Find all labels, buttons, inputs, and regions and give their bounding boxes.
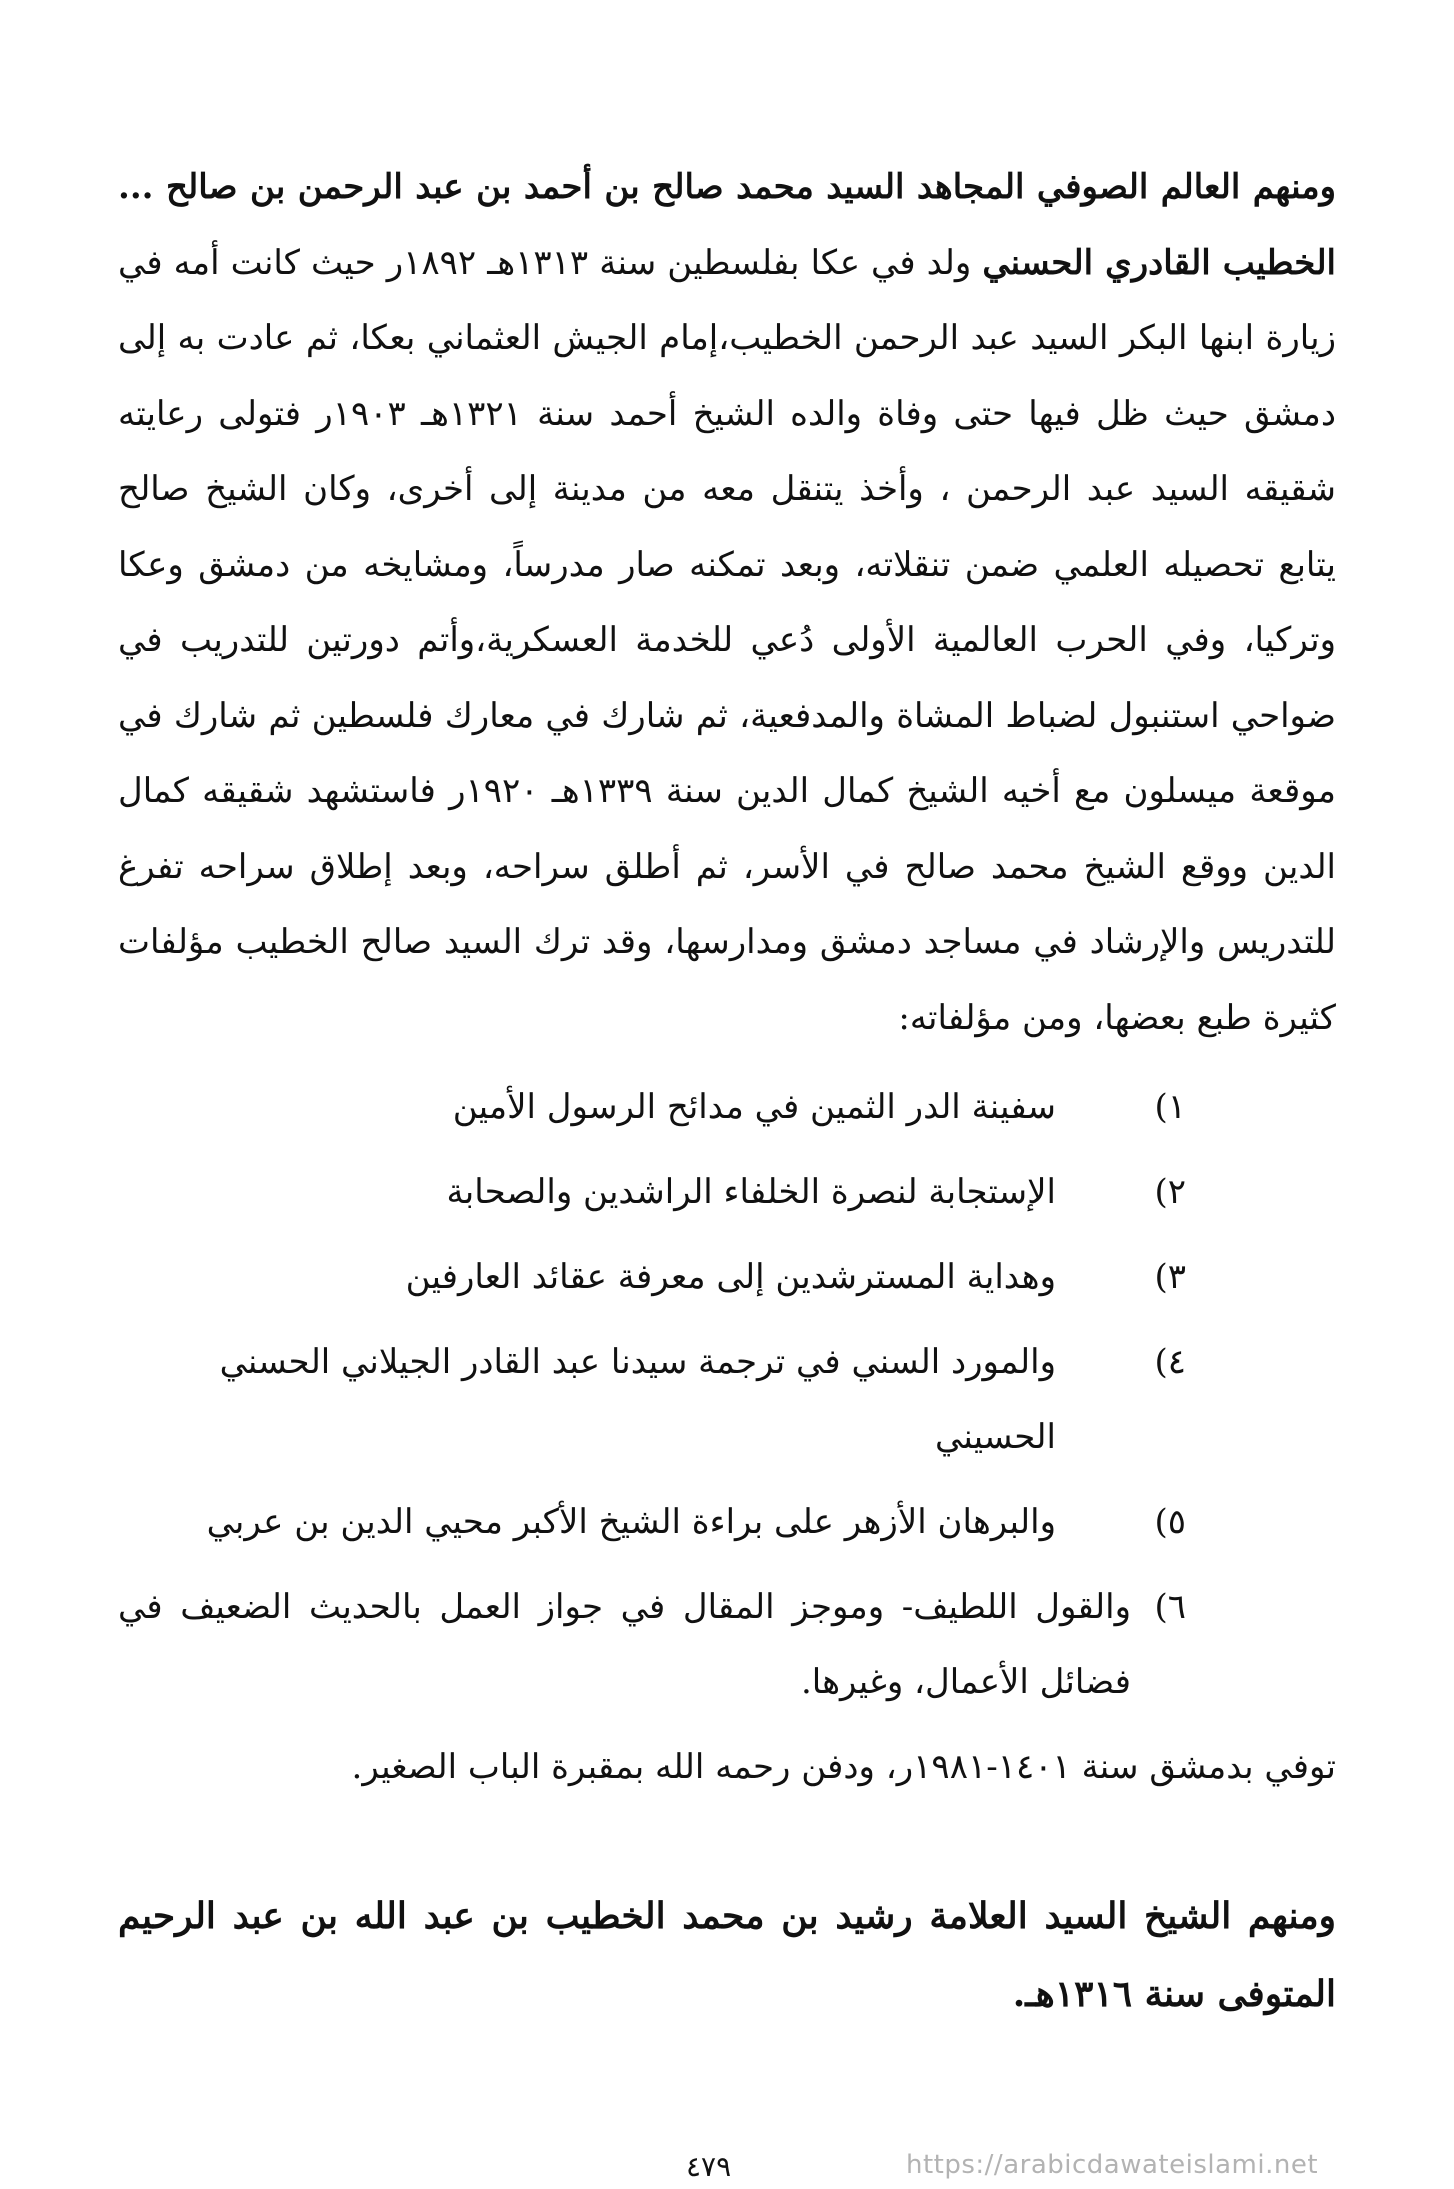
biography-heading: ومنهم العالم الصوفي المجاهد السيد محمد صالح بن أحمد بن عبد الرحمن بن صالح ... الخطيب القادري الحسني	[118, 167, 1336, 283]
list-item-title: والمورد السني في ترجمة سيدنا عبد القادر الجيلاني الحسني الحسيني	[219, 1342, 1056, 1457]
list-item-number: ٢)	[1154, 1172, 1186, 1212]
list-item	[118, 1325, 1336, 1475]
list-item	[118, 1570, 1336, 1720]
list-item	[118, 1155, 1336, 1230]
list-item-title: والقول اللطيف- وموجز المقال في جواز العمل بالحديث الضعيف في فضائل الأعمال، وغيرها.	[118, 1587, 1131, 1702]
list-item-title: والبرهان الأزهر على براءة الشيخ الأكبر محيي الدين بن عربي	[206, 1502, 1056, 1542]
list-item	[118, 1485, 1336, 1560]
next-entry-heading: ومنهم الشيخ السيد العلامة رشيد بن محمد الخطيب بن عبد الله بن عبد الرحيم المتوفى سنة ١٣١٦هـ.	[118, 1895, 1336, 2015]
page-number: ٤٧٩	[686, 2150, 732, 2183]
biography-paragraph	[118, 150, 1336, 1056]
biography-text: ولد في عكا بفلسطين سنة ١٣١٣هـ ١٨٩٢ر حيث كانت أمه في زيارة ابنها البكر السيد عبد الرحمن الخطيب،إمام الجيش العثماني بعكا، ثم عادت به إلى دمشق حيث ظل فيها حتى وفاة والده الشيخ أحمد سنة ١٣٢١هـ ١٩٠٣ر فتولى رعايته شقيقه السيد عبد الرحمن ، وأخذ يتنقل معه من مدينة إلى أخرى، وكان الشيخ صالح يتابع تحصيله العلمي ضمن تنقلاته، وبعد تمكنه صار مدرساً، ومشايخه من دمشق وعكا وتركيا، وفي الحرب العالمية الأولى دُعي للخدمة العسكرية،وأتم دورتين للتدريب في ضواحي استنبول لضباط المشاة والمدفعية، ثم شارك في معارك فلسطين ثم شارك في موقعة ميسلون مع أخيه الشيخ كمال الدين سنة ١٣٣٩هـ ١٩٢٠ر فاستشهد شقيقه كمال الدين ووقع الشيخ محمد صالح في الأسر، ثم أطلق سراحه، وبعد إطلاق سراحه تفرغ للتدريس والإرشاد في مساجد دمشق ومدارسها، وقد ترك السيد صالح الخطيب مؤلفات كثيرة طبع بعضها، ومن مؤلفاته:	[118, 242, 1337, 1038]
list-item	[118, 1240, 1336, 1315]
list-item	[118, 1070, 1336, 1145]
list-item-number: ٤)	[1154, 1342, 1186, 1382]
list-item-number: ٣)	[1154, 1257, 1186, 1297]
list-item-number: ٥)	[1154, 1502, 1186, 1542]
list-item-title: الإستجابة لنصرة الخلفاء الراشدين والصحابة	[446, 1172, 1056, 1212]
list-item-number: ١)	[1154, 1087, 1186, 1127]
watermark-url: https://arabicdawateislami.net	[906, 2150, 1319, 2180]
list-item-title: سفينة الدر الثمين في مدائح الرسول الأمين	[452, 1087, 1056, 1127]
list-item-number: ٦)	[1154, 1587, 1186, 1627]
list-item-title: وهداية المسترشدين إلى معرفة عقائد العارفين	[405, 1257, 1056, 1297]
death-note: توفي بدمشق سنة ١٤٠١-١٩٨١ر، ودفن رحمه الله بمقبرة الباب الصغير.	[351, 1747, 1336, 1787]
works-list	[118, 1070, 1336, 1720]
page-body	[118, 150, 1336, 2033]
